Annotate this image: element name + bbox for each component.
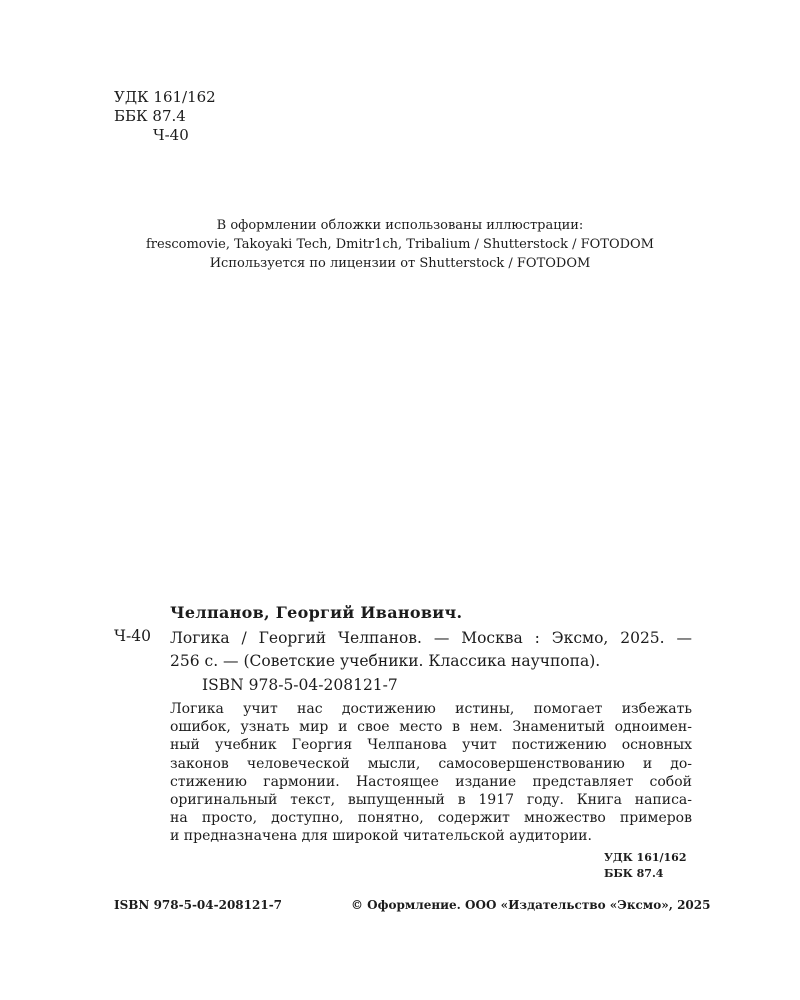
author-mark: Ч-40 (153, 126, 189, 144)
annotation-line: Логика учит нас достижению истины, помогает избежать (170, 701, 692, 717)
annotation-line: ный учебник Георгия Челпанова учит постижению основных (170, 737, 692, 754)
udk-code: УДК 161/162 (114, 88, 216, 106)
annotation (170, 700, 692, 846)
cover-credits-line: В оформлении обложки использованы иллюстрации: (216, 218, 584, 233)
bibliographic-description (170, 627, 692, 673)
annotation-line: стижению гармонии. Настоящее издание представляет собой (170, 773, 692, 790)
bbk-code-small: ББК 87.4 (604, 867, 664, 880)
bbk-code: ББК 87.4 (114, 107, 186, 125)
classification-block (114, 88, 216, 145)
cover-credits-line: frescomovie, Takoyaki Tech, Dmitr1ch, Tribalium / Shutterstock / FOTODOM (145, 237, 654, 252)
udk-code-small: УДК 161/162 (604, 851, 687, 864)
footer-copyright: © Оформление. ООО «Издательство «Эксмо», 2025 (351, 898, 711, 912)
bibliographic-line: 256 с. — (Советские учебники. Классика научпопа). (170, 652, 601, 670)
cover-credits (0, 216, 800, 273)
annotation-line: ошибок, узнать мир и свое место в нем. Знаменитый одноимен- (170, 719, 692, 736)
author-heading: Челпанов, Георгий Иванович. (170, 603, 463, 622)
annotation-line: оригинальный текст, выпущенный в 1917 году. Книга написа- (170, 792, 692, 809)
classification-small (604, 850, 686, 882)
bibliographic-line: Логика / Георгий Челпанов. — Москва : Эксмо, 2025. — (170, 629, 692, 647)
footer-isbn: ISBN 978-5-04-208121-7 (114, 898, 283, 912)
cover-credits-line: Используется по лицензии от Shutterstock / FOTODOM (209, 256, 591, 271)
record-isbn: ISBN 978-5-04-208121-7 (202, 676, 398, 694)
annotation-line: и предназначена для широкой читательской аудитории. (170, 828, 592, 845)
record-code-mark: Ч-40 (114, 627, 151, 645)
annotation-line: законов человеческой мысли, самосовершенствованию и до- (170, 755, 692, 772)
annotation-line: на просто, доступно, понятно, содержит множество примеров (170, 810, 692, 827)
